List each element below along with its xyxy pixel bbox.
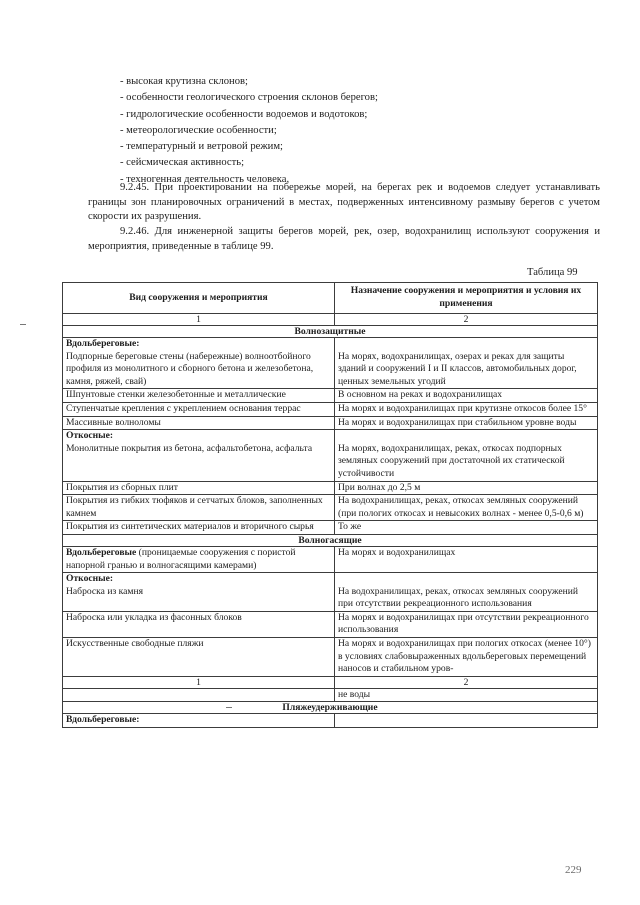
table-row [63, 611, 598, 637]
list-item: - особенности геологического строения склонов берегов; [120, 92, 378, 104]
section-row [63, 326, 598, 338]
cell-type [63, 430, 335, 481]
list-item: - техногенная деятельность человека. [120, 173, 290, 185]
table-row [63, 714, 598, 728]
table-row [63, 521, 598, 535]
group-heading: Вдольбереговые: [66, 338, 140, 349]
cell-type: Шпунтовые стенки железобетонные и металлические [63, 389, 335, 403]
shore-protection-table [62, 282, 598, 728]
column-number-row [63, 676, 598, 688]
paragraph-text: 9.2.45. При проектировании на побережье морей, на берегах рек и водоемов следует устанавливать границы зон планировочных ограничений в местах, подверженных интенсивному размыву берегов с учетом скорости их разрушения. [88, 182, 600, 222]
cell-purpose: То же [335, 521, 598, 535]
page-number: 229 [565, 864, 582, 876]
cell-purpose: На морях и водохранилищах при крутизне откосов более 15° [335, 402, 598, 416]
table-header-row [63, 283, 598, 314]
col-number: 2 [335, 314, 598, 326]
paragraph-9-2-45 [88, 181, 600, 225]
cell-purpose [335, 573, 598, 612]
group-heading: Откосные: [66, 430, 114, 442]
header-col1: Вид сооружения и мероприятия [63, 283, 335, 314]
group-heading: Откосные: [66, 573, 114, 585]
scan-mark [226, 707, 232, 708]
table-row [63, 402, 598, 416]
cell-purpose: В основном на реках и водохранилищах [335, 389, 598, 403]
table-row [63, 430, 598, 481]
table-row [63, 638, 598, 677]
scan-mark [20, 324, 26, 325]
list-item: - сейсмическая активность; [120, 157, 245, 169]
section-title: Волнозащитные [63, 326, 598, 338]
cell-purpose [335, 714, 598, 728]
col-number: 2 [335, 676, 598, 688]
cell-purpose: На водохранилищах, реках, откосах земляных сооружений (при пологих откосах и невысоких волнах - менее 0,5-0,6 м) [335, 495, 598, 521]
col-number: 1 [63, 676, 335, 688]
cell-purpose: На морях и водохранилищах при отсутствии рекреационного использования [335, 611, 598, 637]
section-row [63, 534, 598, 546]
cell-type: Массивные волноломы [63, 416, 335, 430]
list-item: - гидрологические особенности водоемов и водотоков; [120, 108, 368, 120]
table-row [63, 338, 598, 389]
section-title: Волногасящие [63, 534, 598, 546]
cell-purpose: На морях и водохранилищах [335, 546, 598, 572]
factor-list [120, 74, 590, 188]
cell-type: Покрытия из синтетических материалов и вторичного сырья [63, 521, 335, 535]
table-row [63, 481, 598, 495]
table-caption: Таблица 99 [527, 267, 578, 278]
cell-purpose: На морях и водохранилищах при пологих откосах (менее 10°) в условиях слабовыраженных вдольбереговых перемещений наносов и стабильном уров- [335, 638, 598, 677]
cell-text: На морях, водохранилищах, озерах и реках для защиты зданий и сооружений I и II классов, автомобильных дорог, ценных земельных угодий [338, 350, 577, 387]
cell-type: Покрытия из сборных плит [63, 481, 335, 495]
cell-text: (проницаемые сооружения с пористой напорной гранью и волногасящими камерами) [66, 546, 296, 571]
table-row [63, 546, 598, 572]
cell-text: На морях, водохранилищах, реках, откосах подпорных земляных сооружений при достаточной их статической устойчивости [338, 442, 565, 479]
cell-purpose [335, 338, 598, 389]
cell-type: Искусственные свободные пляжи [63, 638, 335, 677]
cell-text: На водохранилищах, реках, откосах земляных сооружений при отсутствии рекреационного использования [338, 585, 579, 610]
group-heading: Вдольбереговые [66, 546, 137, 558]
paragraph-9-2-46 [88, 225, 600, 254]
list-item: - метеорологические особенности; [120, 124, 277, 136]
cell-type: Наброска или укладка из фасонных блоков [63, 611, 335, 637]
cell-type [63, 546, 335, 572]
cell-type [63, 714, 335, 728]
cell-purpose: На морях и водохранилищах при стабильном уровне воды [335, 416, 598, 430]
cell-text: Наброска из камня [66, 585, 144, 597]
table-row [63, 416, 598, 430]
section-title: Пляжеудерживающие [63, 702, 598, 714]
table-row [63, 573, 598, 612]
list-item: - высокая крутизна склонов; [120, 76, 248, 87]
cell-text: Подпорные береговые стены (набережные) волноотбойного профиля из монолитного и сборного бетона и железобетона, камня, ряжей, свай) [66, 350, 314, 387]
table-row [63, 495, 598, 521]
column-number-row [63, 314, 598, 326]
table-row [63, 389, 598, 403]
table-row [63, 688, 598, 702]
header-col2: Назначение сооружения и мероприятия и условия их применения [335, 283, 598, 314]
cell-type: Ступенчатые крепления с укреплением основания террас [63, 402, 335, 416]
section-row [63, 702, 598, 714]
col-number: 1 [63, 314, 335, 326]
cell-purpose [335, 430, 598, 481]
cell-text: Монолитные покрытия из бетона, асфальтобетона, асфальта [66, 442, 313, 454]
cell-type: Покрытия из гибких тюфяков и сетчатых блоков, заполненных камнем [63, 495, 335, 521]
cell-type [63, 688, 335, 702]
cell-purpose: не воды [335, 688, 598, 702]
paragraph-text: 9.2.46. Для инженерной защиты берегов морей, рек, озер, водохранилищ используют сооружения и мероприятия, приведенные в таблице 99. [88, 226, 600, 252]
group-heading: Вдольбереговые: [66, 714, 140, 726]
cell-type [63, 338, 335, 389]
list-item: - температурный и ветровой режим; [120, 141, 283, 153]
cell-purpose: При волнах до 2,5 м [335, 481, 598, 495]
cell-type [63, 573, 335, 612]
